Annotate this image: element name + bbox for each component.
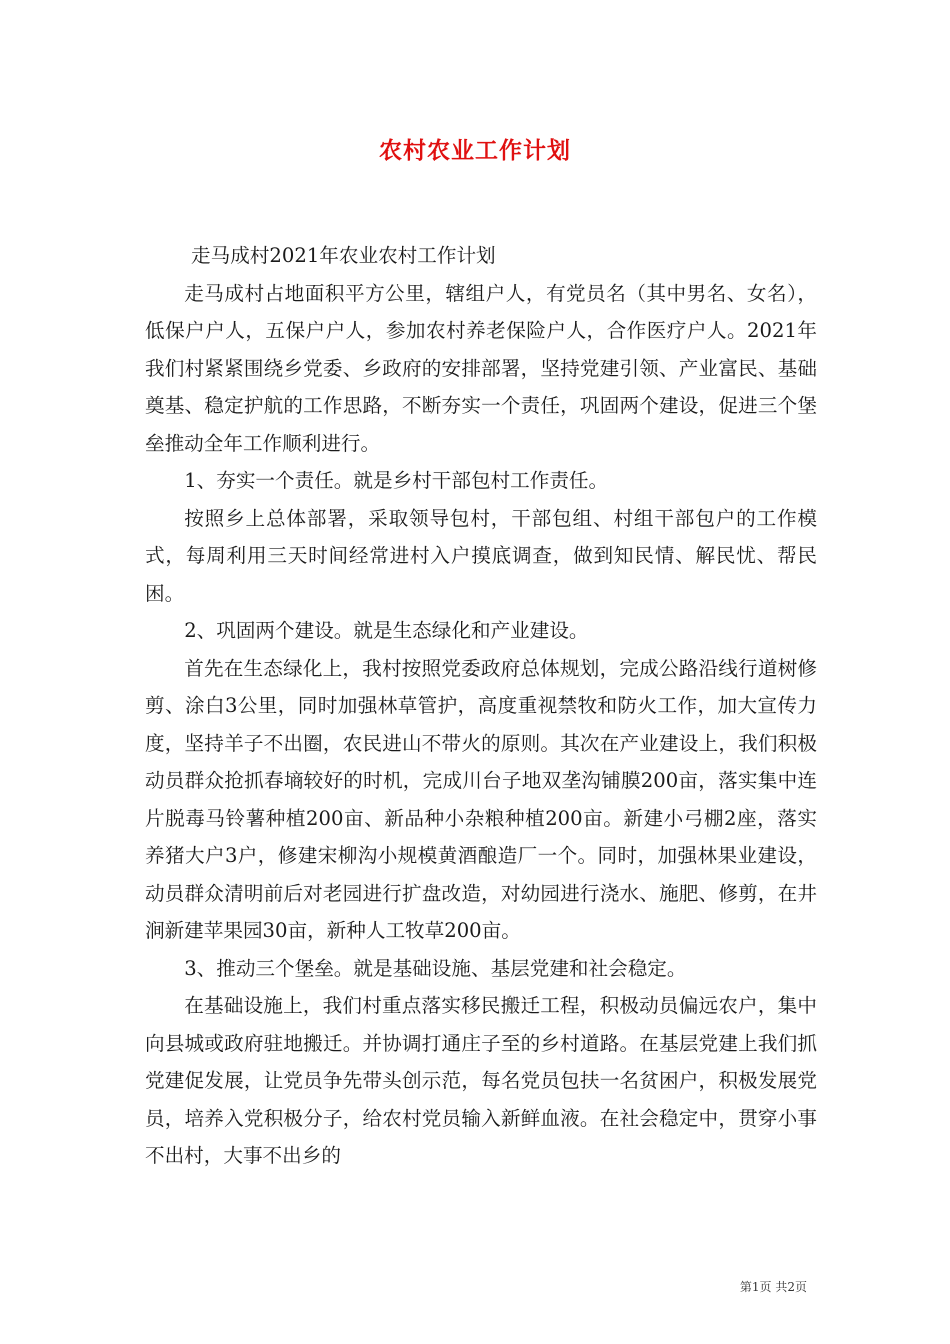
- document-body: [145, 237, 817, 1175]
- page-number-footer: 第1页 共2页: [739, 1280, 807, 1294]
- document-subtitle: 走马成村2021年农业农村工作计划: [191, 244, 496, 267]
- paragraph-section-3: 在基础设施上，我们村重点落实移民搬迁工程，积极动员偏远农户，集中向县城或政府驻地搬迁。并协调打通庄子至的乡村道路。在基层党建上我们抓党建促发展，让党员争先带头创示范，每名党员包扶一名贫困户，积极发展党员，培养入党积极分子，给农村党员输入新鲜血液。在社会稳定中，贯穿小事不出村，大事不出乡的: [145, 994, 817, 1167]
- paragraph-section-1: 按照乡上总体部署，采取领导包村，干部包组、村组干部包户的工作模式，每周利用三天时间经常进村入户摸底调查，做到知民情、解民忧、帮民困。: [145, 506, 817, 605]
- heading-section-1: 1、夯实一个责任。就是乡村干部包村工作责任。: [184, 469, 609, 492]
- heading-section-2: 2、巩固两个建设。就是生态绿化和产业建设。: [184, 619, 589, 642]
- paragraph-intro: 走马成村占地面积平方公里，辖组户人，有党员名（其中男名、女名），低保户户人，五保户户人，参加农村养老保险户人，合作医疗户人。2021年我们村紧紧围绕乡党委、乡政府的安排部署，坚持党建引领、产业富民、基础奠基、稳定护航的工作思路，不断夯实一个责任，巩固两个建设，促进三个堡垒推动全年工作顺利进行。: [145, 281, 817, 455]
- heading-section-3: 3、推动三个堡垒。就是基础设施、基层党建和社会稳定。: [184, 956, 687, 980]
- paragraph-section-2: 首先在生态绿化上，我村按照党委政府总体规划，完成公路沿线行道树修剪、涂白3公里，同时加强林草管护，高度重视禁牧和防火工作，加大宣传力度，坚持羊子不出圈，农民进山不带火的原则。其次在产业建设上，我们积极动员群众抢抓春墒较好的时机，完成川台子地双垄沟铺膜200亩，落实集中连片脱毒马铃薯种植200亩、新品种小杂粮种植200亩。新建小弓棚2座，落实养猪大户3户，修建宋柳沟小规模黄酒酿造厂一个。同时，加强林果业建设，动员群众清明前后对老园进行扩盘改造，对幼园进行浇水、施肥、修剪，在井涧新建苹果园30亩，新种人工牧草200亩。: [145, 656, 817, 942]
- page-title: 农村农业工作计划: [379, 137, 571, 164]
